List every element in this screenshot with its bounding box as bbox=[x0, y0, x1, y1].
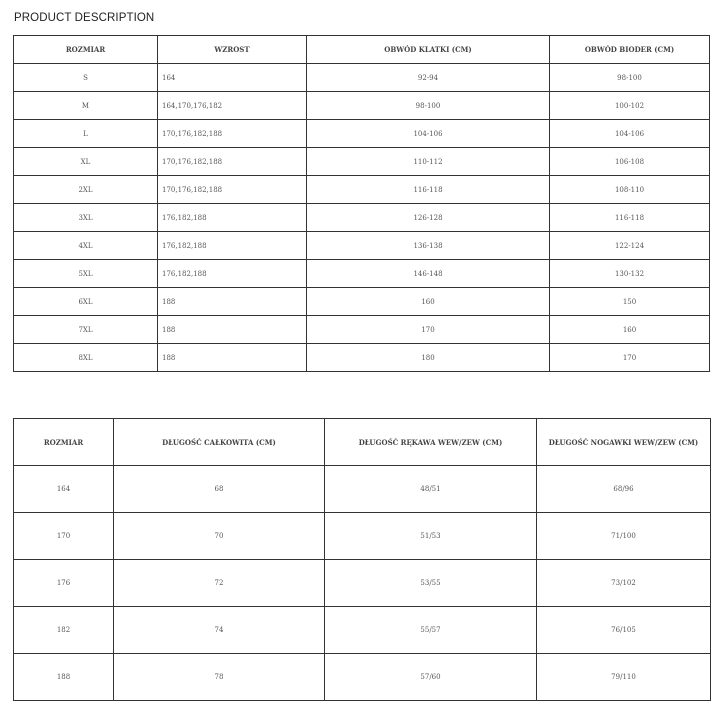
header-hip: OBWÓD BIODER (CM) bbox=[550, 36, 710, 64]
cell-chest: 110-112 bbox=[307, 148, 550, 176]
header-total-length: DŁUGOŚĆ CAŁKOWITA (CM) bbox=[114, 419, 325, 466]
cell-size: M bbox=[14, 92, 158, 120]
cell-chest: 136-138 bbox=[307, 232, 550, 260]
cell-size: 7XL bbox=[14, 316, 158, 344]
cell-hip: 108-110 bbox=[550, 176, 710, 204]
cell-chest: 170 bbox=[307, 316, 550, 344]
header-leg-length: DŁUGOŚĆ NOGAWKI WEW/ZEW (CM) bbox=[537, 419, 711, 466]
header-size: ROZMIAR bbox=[14, 419, 114, 466]
cell-hip: 160 bbox=[550, 316, 710, 344]
table-row bbox=[14, 204, 710, 232]
measurements-table bbox=[13, 418, 711, 701]
table-row bbox=[14, 288, 710, 316]
cell-hip: 122-124 bbox=[550, 232, 710, 260]
cell-size: 176 bbox=[14, 560, 114, 607]
cell-size: S bbox=[14, 64, 158, 92]
cell-hip: 100-102 bbox=[550, 92, 710, 120]
cell-height: 170,176,182,188 bbox=[158, 120, 307, 148]
cell-leg: 76/105 bbox=[537, 607, 711, 654]
cell-total-length: 68 bbox=[114, 466, 325, 513]
cell-sleeve: 51/53 bbox=[325, 513, 537, 560]
cell-height: 188 bbox=[158, 316, 307, 344]
cell-height: 164,170,176,182 bbox=[158, 92, 307, 120]
cell-height: 188 bbox=[158, 344, 307, 372]
cell-chest: 98-100 bbox=[307, 92, 550, 120]
header-sleeve-length: DŁUGOŚĆ RĘKAWA WEW/ZEW (CM) bbox=[325, 419, 537, 466]
table-row bbox=[14, 344, 710, 372]
cell-leg: 79/110 bbox=[537, 654, 711, 701]
cell-leg: 73/102 bbox=[537, 560, 711, 607]
header-chest: OBWÓD KLATKI (CM) bbox=[307, 36, 550, 64]
table-row bbox=[14, 176, 710, 204]
cell-size: 3XL bbox=[14, 204, 158, 232]
cell-height: 170,176,182,188 bbox=[158, 176, 307, 204]
cell-size: 8XL bbox=[14, 344, 158, 372]
table-row bbox=[14, 316, 710, 344]
size-chart-table bbox=[13, 35, 710, 372]
cell-sleeve: 57/60 bbox=[325, 654, 537, 701]
cell-leg: 68/96 bbox=[537, 466, 711, 513]
cell-size: 2XL bbox=[14, 176, 158, 204]
cell-hip: 98-100 bbox=[550, 64, 710, 92]
cell-size: 164 bbox=[14, 466, 114, 513]
cell-height: 170,176,182,188 bbox=[158, 148, 307, 176]
cell-leg: 71/100 bbox=[537, 513, 711, 560]
table-row bbox=[14, 560, 711, 607]
table-row bbox=[14, 232, 710, 260]
cell-chest: 116-118 bbox=[307, 176, 550, 204]
cell-size: 188 bbox=[14, 654, 114, 701]
cell-total-length: 72 bbox=[114, 560, 325, 607]
cell-size: 6XL bbox=[14, 288, 158, 316]
table-header-row bbox=[14, 36, 710, 64]
table-row bbox=[14, 513, 711, 560]
cell-size: L bbox=[14, 120, 158, 148]
table-row bbox=[14, 260, 710, 288]
cell-height: 176,182,188 bbox=[158, 204, 307, 232]
cell-height: 176,182,188 bbox=[158, 260, 307, 288]
cell-hip: 170 bbox=[550, 344, 710, 372]
cell-size: 182 bbox=[14, 607, 114, 654]
cell-size: XL bbox=[14, 148, 158, 176]
table-header-row bbox=[14, 419, 711, 466]
cell-sleeve: 55/57 bbox=[325, 607, 537, 654]
cell-hip: 150 bbox=[550, 288, 710, 316]
cell-chest: 146-148 bbox=[307, 260, 550, 288]
cell-hip: 116-118 bbox=[550, 204, 710, 232]
cell-chest: 126-128 bbox=[307, 204, 550, 232]
cell-height: 176,182,188 bbox=[158, 232, 307, 260]
table-row bbox=[14, 92, 710, 120]
cell-hip: 104-106 bbox=[550, 120, 710, 148]
cell-height: 164 bbox=[158, 64, 307, 92]
header-height: WZROST bbox=[158, 36, 307, 64]
cell-hip: 106-108 bbox=[550, 148, 710, 176]
page-title: PRODUCT DESCRIPTION bbox=[14, 12, 155, 24]
cell-size: 4XL bbox=[14, 232, 158, 260]
cell-sleeve: 48/51 bbox=[325, 466, 537, 513]
cell-total-length: 70 bbox=[114, 513, 325, 560]
table-row bbox=[14, 466, 711, 513]
cell-height: 188 bbox=[158, 288, 307, 316]
cell-chest: 104-106 bbox=[307, 120, 550, 148]
cell-chest: 160 bbox=[307, 288, 550, 316]
table-row bbox=[14, 120, 710, 148]
cell-total-length: 74 bbox=[114, 607, 325, 654]
cell-chest: 180 bbox=[307, 344, 550, 372]
table-row bbox=[14, 64, 710, 92]
cell-chest: 92-94 bbox=[307, 64, 550, 92]
cell-hip: 130-132 bbox=[550, 260, 710, 288]
table-row bbox=[14, 607, 711, 654]
table-row bbox=[14, 148, 710, 176]
cell-size: 5XL bbox=[14, 260, 158, 288]
cell-total-length: 78 bbox=[114, 654, 325, 701]
cell-size: 170 bbox=[14, 513, 114, 560]
header-size: ROZMIAR bbox=[14, 36, 158, 64]
table-row bbox=[14, 654, 711, 701]
cell-sleeve: 53/55 bbox=[325, 560, 537, 607]
